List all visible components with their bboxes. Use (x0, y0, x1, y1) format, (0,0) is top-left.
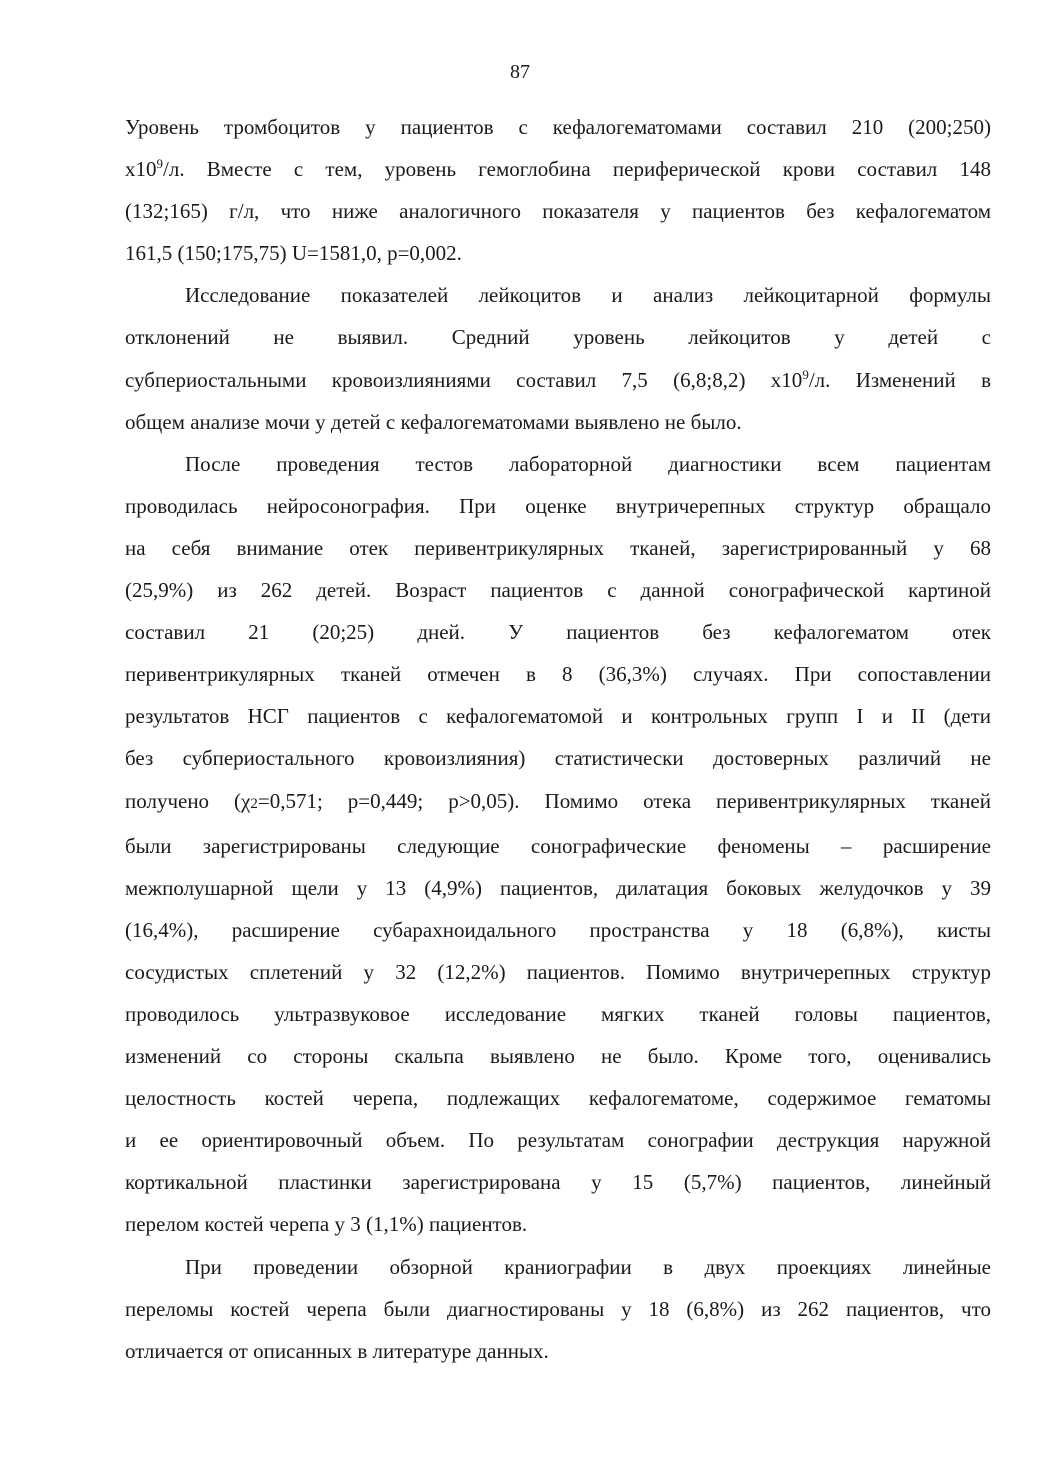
superscript: 9 (156, 156, 163, 172)
paragraph-neurosonography (125, 443, 991, 1246)
text-line: перивентрикулярных тканей отмечен в 8 (36,3%) случаях. При сопоставлении (125, 662, 991, 687)
text-fragment: субпериостальными кровоизлияниями составил 7,5 (6,8;8,2) х10 (125, 367, 803, 392)
text-line: проводилась нейросонография. При оценке внутричерепных структур обращало (125, 493, 991, 518)
paragraph-craniography (125, 1246, 991, 1372)
superscript: 9 (802, 366, 809, 382)
paragraph-leukocytes (125, 274, 991, 442)
paragraph-platelets (125, 106, 991, 274)
text-line: общем анализе мочи у детей с кефалогематомами выявлено не было. (125, 409, 742, 434)
text-line: Уровень тромбоцитов у пациентов с кефалогематомами составил 210 (200;250) (125, 115, 991, 139)
text-line: При проведении обзорной краниографии в двух проекциях линейные (185, 1254, 991, 1279)
text-line: (16,4%), расширение субарахноидального пространства у 18 (6,8%), кисты (125, 917, 991, 942)
subscript: 2 (250, 795, 258, 812)
text-line: переломы костей черепа были диагностированы у 18 (6,8%) из 262 пациентов, что (125, 1296, 991, 1321)
text-line: Исследование показателей лейкоцитов и анализ лейкоцитарной формулы (185, 283, 991, 308)
text-fragment: получено (χ (125, 788, 251, 813)
document-body (125, 106, 991, 1372)
page-number: 87 (510, 61, 530, 83)
text-line: После проведения тестов лабораторной диагностики всем пациентам (185, 451, 991, 476)
text-line: кортикальной пластинки зарегистрирована у 15 (5,7%) пациентов, линейный (125, 1170, 991, 1195)
text-line: межполушарной щели у 13 (4,9%) пациентов, дилатация боковых желудочков у 39 (125, 875, 991, 900)
text-line (125, 780, 991, 825)
text-line: результатов НСГ пациентов с кефалогематомой и контрольных групп I и II (дети (125, 704, 991, 729)
text-line: и ее ориентировочный объем. По результатам сонографии деструкция наружной (125, 1128, 991, 1153)
text-line: (25,9%) из 262 детей. Возраст пациентов с данной сонографической картиной (125, 578, 991, 603)
text-line: изменений со стороны скальпа выявлено не было. Кроме того, оценивались (125, 1044, 991, 1069)
text-line: без субпериостального кровоизлияния) статистически достоверных различий не (125, 746, 991, 771)
text-fragment: /л. Изменений в (808, 367, 992, 392)
text-line (125, 148, 991, 190)
text-line (125, 359, 991, 401)
text-line: целостность костей черепа, подлежащих кефалогематоме, содержимое гематомы (125, 1086, 991, 1111)
text-line: сосудистых сплетений у 32 (12,2%) пациентов. Помимо внутричерепных структур (125, 959, 991, 984)
text-line: (132;165) г/л, что ниже аналогичного показателя у пациентов без кефалогематом (125, 199, 991, 224)
text-line: 161,5 (150;175,75) U=1581,0, p=0,002. (125, 241, 462, 266)
text-line: перелом костей черепа у 3 (1,1%) пациентов. (125, 1212, 528, 1237)
text-line: отличается от описанных в литературе данных. (125, 1338, 549, 1363)
text-line: проводилось ультразвуковое исследование мягких тканей головы пациентов, (125, 1001, 991, 1026)
text-fragment: х10 (125, 157, 157, 182)
text-line: составил 21 (20;25) дней. У пациентов без кефалогематом отек (125, 620, 991, 645)
text-line: на себя внимание отек перивентрикулярных тканей, зарегистрированный у 68 (125, 535, 991, 560)
text-fragment: /л. Вместе с тем, уровень гемоглобина периферической крови составил 148 (163, 157, 991, 182)
text-line: были зарегистрированы следующие сонографические феномены – расширение (125, 833, 991, 858)
text-line: отклонений не выявил. Средний уровень лейкоцитов у детей с (125, 325, 991, 350)
text-fragment: =0,571; p=0,449; p>0,05). Помимо отека перивентрикулярных тканей (257, 788, 991, 813)
